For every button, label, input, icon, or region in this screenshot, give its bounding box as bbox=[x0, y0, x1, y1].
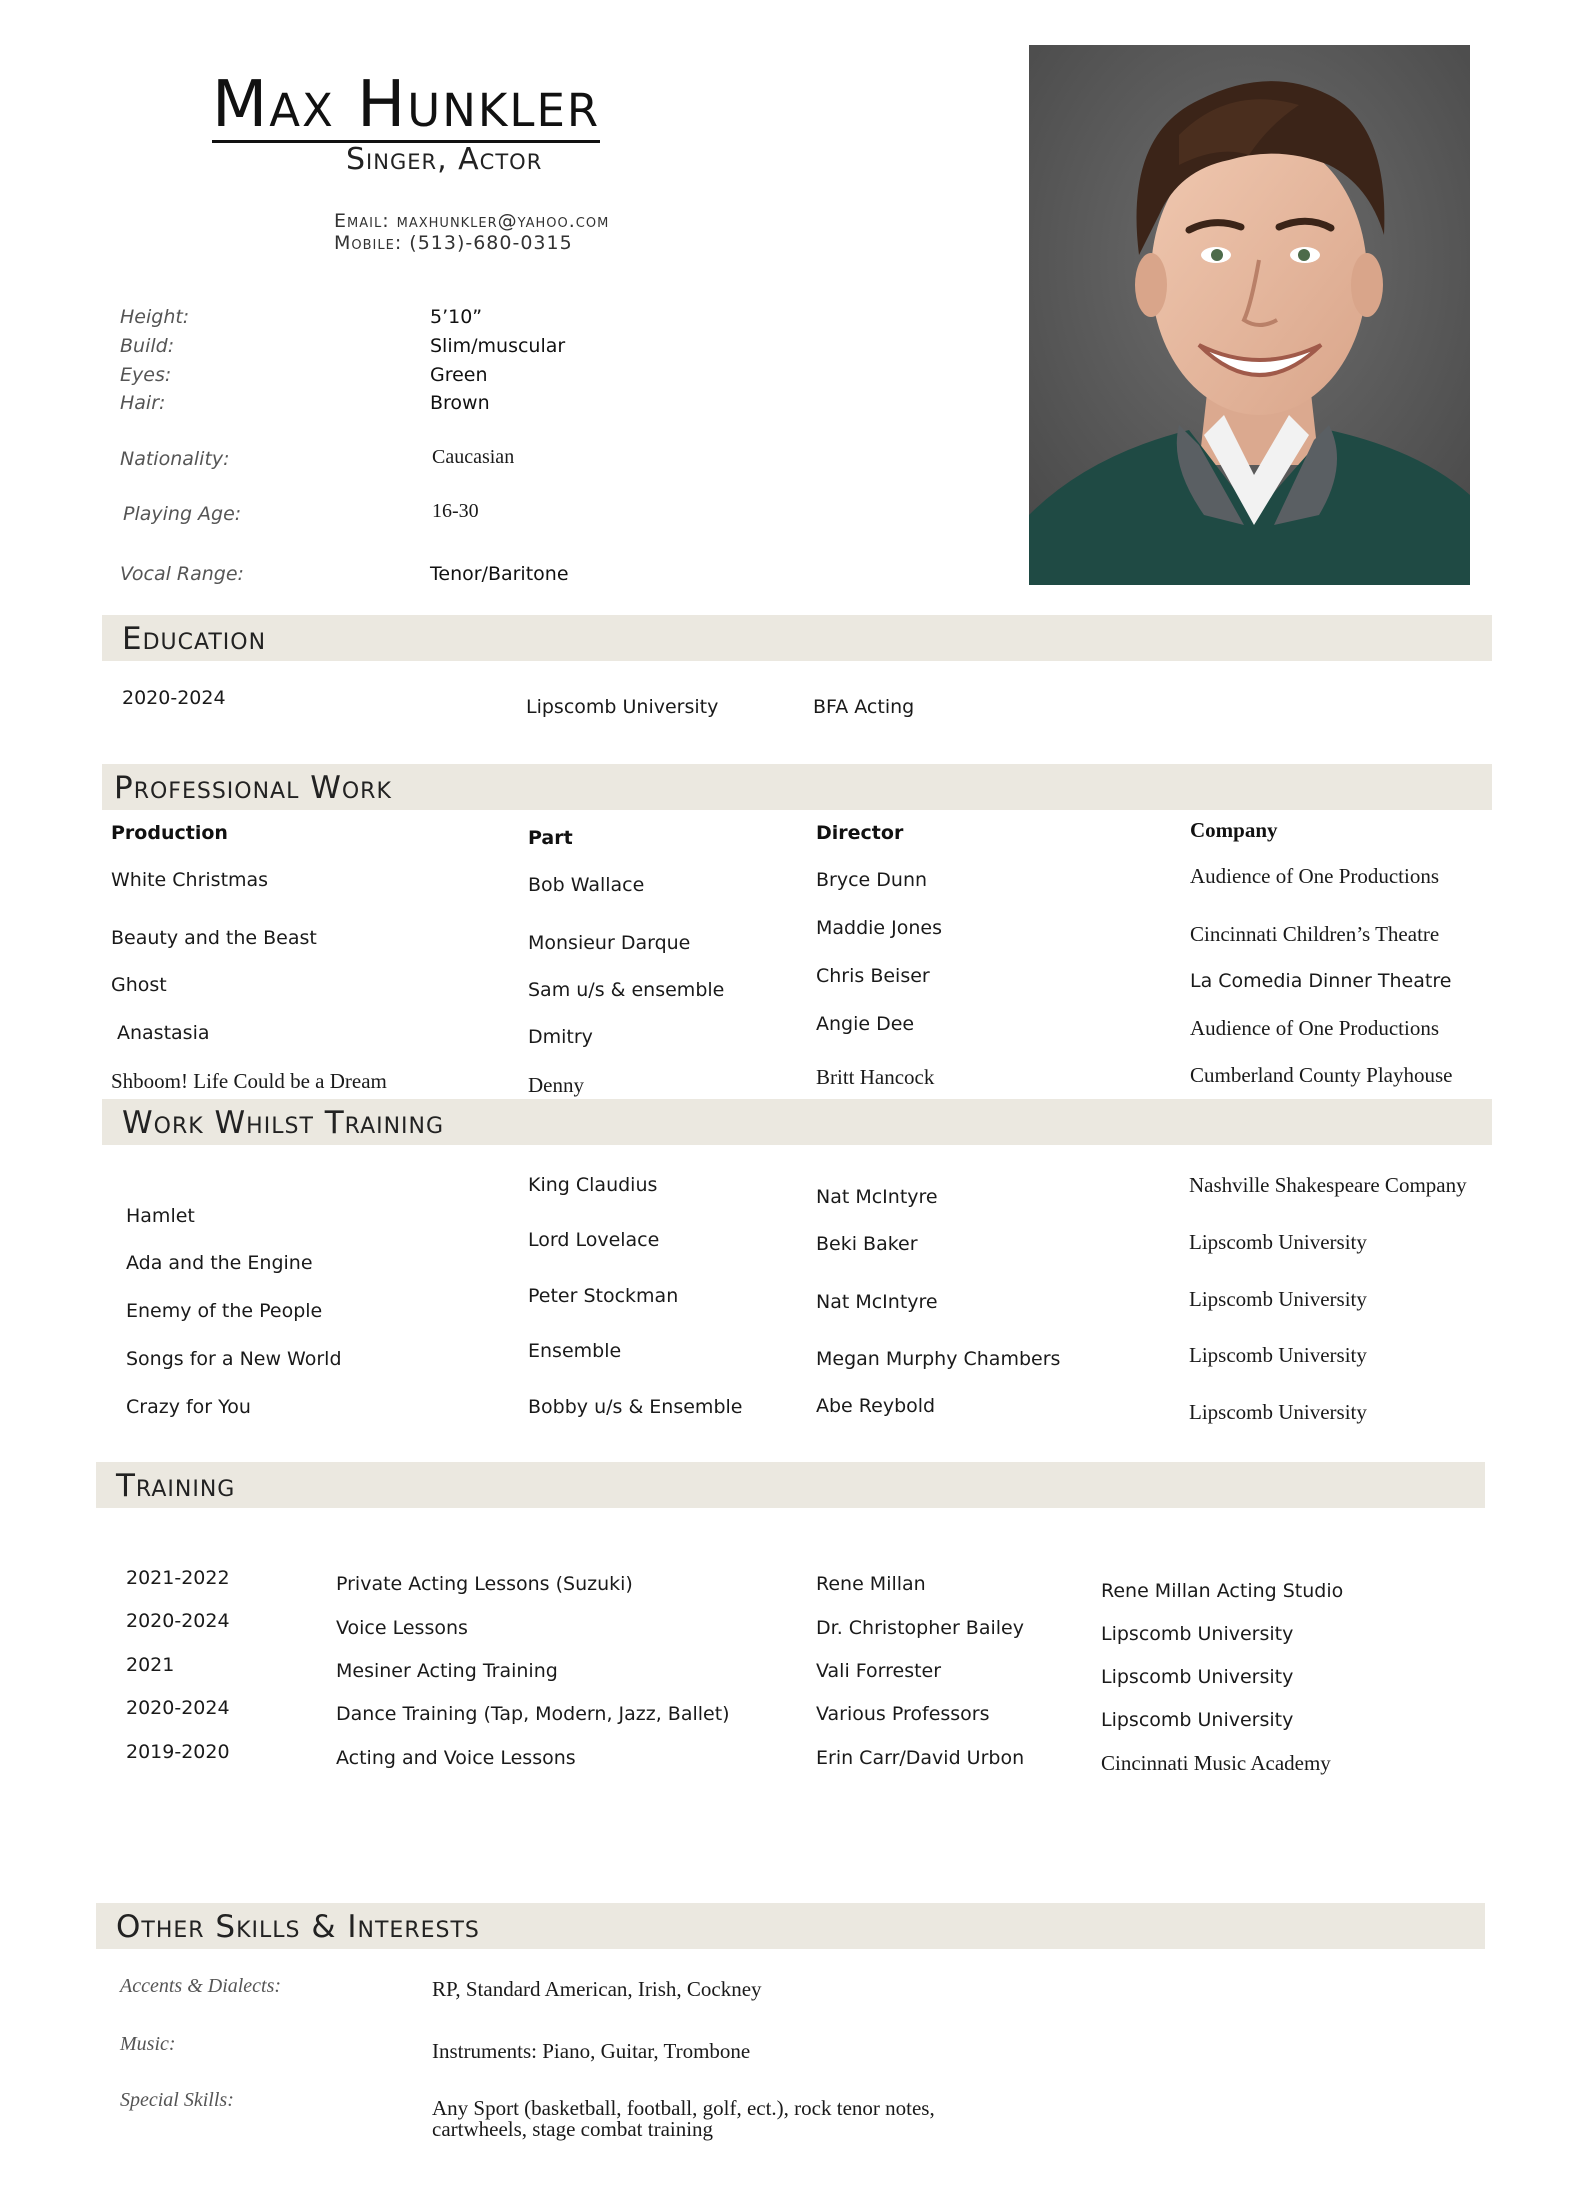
company-cell: Lipscomb University bbox=[1189, 1343, 1367, 1367]
production-cell: Enemy of the People bbox=[126, 1300, 323, 1322]
professional-work-header bbox=[102, 764, 1492, 810]
company-cell: Lipscomb University bbox=[1189, 1230, 1367, 1254]
place-cell: Rene Millan Acting Studio bbox=[1101, 1580, 1344, 1602]
training-title: Training bbox=[116, 1468, 236, 1504]
special-skills-value-line1: Any Sport (basketball, football, golf, ect.), rock tenor notes, bbox=[432, 2096, 935, 2120]
part-cell: Peter Stockman bbox=[528, 1285, 679, 1307]
resume-roles: Singer, Actor bbox=[346, 142, 543, 177]
production-cell: White Christmas bbox=[111, 869, 269, 891]
company-cell: Cumberland County Playhouse bbox=[1190, 1063, 1453, 1087]
years-cell: 2021 bbox=[126, 1654, 175, 1676]
place-cell: Lipscomb University bbox=[1101, 1623, 1294, 1645]
work-whilst-training-title: Work Whilst Training bbox=[122, 1105, 445, 1141]
course-cell: Acting and Voice Lessons bbox=[336, 1747, 576, 1769]
education-header bbox=[102, 615, 1492, 661]
production-cell: Hamlet bbox=[126, 1205, 195, 1227]
director-cell: Chris Beiser bbox=[816, 965, 930, 987]
eyes-value: Green bbox=[430, 364, 488, 386]
accents-label: Accents & Dialects: bbox=[120, 1975, 282, 1997]
column-header-part: Part bbox=[528, 827, 573, 849]
teacher-cell: Vali Forrester bbox=[816, 1660, 942, 1682]
director-cell: Megan Murphy Chambers bbox=[816, 1348, 1061, 1370]
years-cell: 2020-2024 bbox=[126, 1610, 230, 1632]
column-header-production: Production bbox=[111, 822, 228, 844]
director-cell: Nat McIntyre bbox=[816, 1186, 938, 1208]
company-cell: Audience of One Productions bbox=[1190, 1016, 1440, 1040]
part-cell: King Claudius bbox=[528, 1174, 658, 1196]
production-cell: Beauty and the Beast bbox=[111, 927, 317, 949]
production-cell: Ada and the Engine bbox=[126, 1252, 313, 1274]
resume-name: Max Hunkler bbox=[212, 68, 601, 142]
director-cell: Bryce Dunn bbox=[816, 869, 928, 891]
accents-value: RP, Standard American, Irish, Cockney bbox=[432, 1977, 762, 2001]
production-cell: Crazy for You bbox=[126, 1396, 251, 1418]
production-cell: Shboom! Life Could be a Dream bbox=[111, 1069, 387, 1093]
production-cell: Ghost bbox=[111, 974, 167, 996]
years-cell: 2021-2022 bbox=[126, 1567, 230, 1589]
height-label: Height: bbox=[120, 306, 190, 328]
work-whilst-training-header bbox=[102, 1099, 1492, 1145]
education-degree: BFA Acting bbox=[813, 696, 915, 718]
company-cell: Nashville Shakespeare Company bbox=[1189, 1173, 1467, 1197]
special-skills-value-line2: cartwheels, stage combat training bbox=[432, 2117, 714, 2141]
eyes-label: Eyes: bbox=[120, 364, 172, 386]
place-cell: Lipscomb University bbox=[1101, 1666, 1294, 1688]
director-cell: Beki Baker bbox=[816, 1233, 918, 1255]
course-cell: Dance Training (Tap, Modern, Jazz, Ballet) bbox=[336, 1703, 730, 1725]
contact-email[interactable]: Email: maxhunkler@yahoo.com bbox=[334, 210, 610, 232]
column-header-director: Director bbox=[816, 822, 904, 844]
director-cell: Maddie Jones bbox=[816, 917, 943, 939]
part-cell: Sam u/s & ensemble bbox=[528, 979, 725, 1001]
director-cell: Angie Dee bbox=[816, 1013, 915, 1035]
part-cell: Denny bbox=[528, 1073, 584, 1097]
company-cell: Audience of One Productions bbox=[1190, 864, 1440, 888]
course-cell: Voice Lessons bbox=[336, 1617, 468, 1639]
company-cell: Lipscomb University bbox=[1189, 1287, 1367, 1311]
build-value: Slim/muscular bbox=[430, 335, 566, 357]
part-cell: Bob Wallace bbox=[528, 874, 645, 896]
teacher-cell: Erin Carr/David Urbon bbox=[816, 1747, 1025, 1769]
company-cell: Lipscomb University bbox=[1189, 1400, 1367, 1424]
director-cell: Abe Reybold bbox=[816, 1395, 936, 1417]
hair-label: Hair: bbox=[120, 392, 166, 414]
nationality-value: Caucasian bbox=[432, 446, 515, 468]
headshot-photo bbox=[1029, 45, 1470, 585]
director-cell: Britt Hancock bbox=[816, 1065, 935, 1089]
column-header-company: Company bbox=[1190, 818, 1278, 842]
part-cell: Ensemble bbox=[528, 1340, 622, 1362]
training-header bbox=[96, 1462, 1485, 1508]
course-cell: Mesiner Acting Training bbox=[336, 1660, 558, 1682]
part-cell: Lord Lovelace bbox=[528, 1229, 660, 1251]
height-value: 5’10” bbox=[430, 306, 483, 328]
teacher-cell: Dr. Christopher Bailey bbox=[816, 1617, 1024, 1639]
music-value: Instruments: Piano, Guitar, Trombone bbox=[432, 2039, 751, 2063]
place-cell: Lipscomb University bbox=[1101, 1709, 1294, 1731]
playing-age-value: 16-30 bbox=[432, 500, 479, 522]
part-cell: Monsieur Darque bbox=[528, 932, 691, 954]
place-cell: Cincinnati Music Academy bbox=[1101, 1751, 1331, 1775]
other-skills-header bbox=[96, 1903, 1485, 1949]
build-label: Build: bbox=[120, 335, 175, 357]
part-cell: Bobby u/s & Ensemble bbox=[528, 1396, 743, 1418]
teacher-cell: Rene Millan bbox=[816, 1573, 926, 1595]
production-cell: Anastasia bbox=[117, 1022, 210, 1044]
education-years: 2020-2024 bbox=[122, 687, 226, 709]
director-cell: Nat McIntyre bbox=[816, 1291, 938, 1313]
part-cell: Dmitry bbox=[528, 1026, 593, 1048]
company-cell: La Comedia Dinner Theatre bbox=[1190, 970, 1452, 992]
contact-mobile[interactable]: Mobile: (513)-680-0315 bbox=[334, 232, 573, 254]
music-label: Music: bbox=[120, 2033, 176, 2055]
special-skills-label: Special Skills: bbox=[120, 2089, 234, 2111]
professional-work-title: Professional Work bbox=[114, 770, 392, 806]
nationality-label: Nationality: bbox=[120, 448, 230, 470]
education-school: Lipscomb University bbox=[526, 696, 719, 718]
vocal-range-label: Vocal Range: bbox=[120, 563, 244, 585]
hair-value: Brown bbox=[430, 392, 490, 414]
production-cell: Songs for a New World bbox=[126, 1348, 342, 1370]
years-cell: 2020-2024 bbox=[126, 1697, 230, 1719]
vocal-range-value: Tenor/Baritone bbox=[430, 563, 569, 585]
education-title: Education bbox=[122, 621, 267, 657]
years-cell: 2019-2020 bbox=[126, 1741, 230, 1763]
other-skills-title: Other Skills & Interests bbox=[116, 1909, 480, 1945]
playing-age-label: Playing Age: bbox=[123, 503, 242, 525]
teacher-cell: Various Professors bbox=[816, 1703, 990, 1725]
course-cell: Private Acting Lessons (Suzuki) bbox=[336, 1573, 633, 1595]
company-cell: Cincinnati Children’s Theatre bbox=[1190, 922, 1440, 946]
